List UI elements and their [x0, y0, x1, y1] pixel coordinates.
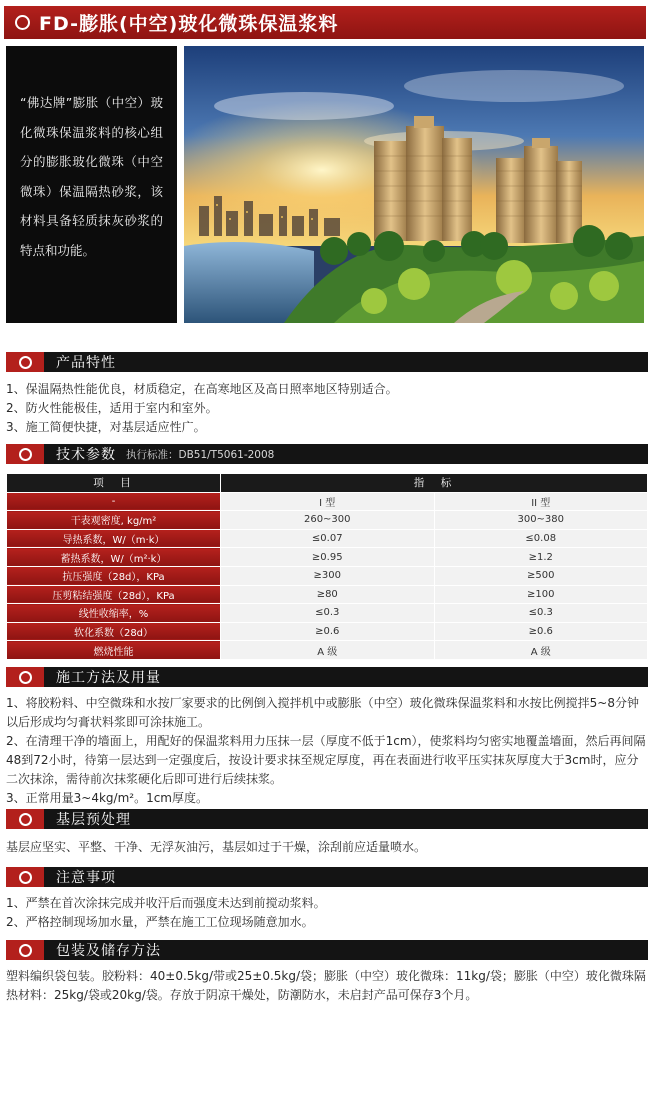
list-item: 2、在清理干净的墙面上，用配好的保温浆料用力压抹一层（厚度不低于1cm），使浆料均匀密实地覆盖墙面，然后再间隔48到72小时，待第一层达到一定强度后，按设计要求抹至规定厚度，再在表面进行收平压实抹灰厚度大于3cm时，应分二次抹涂，需待前次抹浆硬化后即可进行后续抹浆。 — [6, 734, 646, 786]
section-header-features — [6, 352, 648, 372]
hero-image — [184, 46, 644, 323]
section-header-base — [6, 809, 648, 829]
page-title: FD-膨胀(中空)玻化微珠保温浆料 — [39, 13, 339, 35]
table-cell: ≥1.2 — [434, 548, 648, 567]
section-tab — [6, 667, 44, 687]
base-text: 基层应坚实、平整、干净、无浮灰油污，基层如过于干燥，涂刮前应适量喷水。 — [6, 840, 427, 854]
list-item: 1、严禁在首次涂抹完成并收汗后而强度未达到前搅动浆料。 — [6, 896, 326, 910]
section-tab — [6, 940, 44, 960]
section-tab — [6, 444, 44, 464]
intro-text: “佛达牌”膨胀（中空）玻化微珠保温浆料的核心组分的膨胀玻化微珠（中空微珠）保温隔热砂浆，该材料具备轻质抹灰砂浆的特点和功能。 — [6, 46, 177, 323]
table-cell: ≥80 — [221, 585, 435, 604]
table-cell: ≥100 — [434, 585, 648, 604]
packing-text: 塑料编织袋包装。胶粉料：40±0.5kg/带或25±0.5kg/袋；膨胀（中空）玻化微珠：11kg/袋；膨胀（中空）玻化微珠隔热材料：25kg/袋或20kg/袋。存放于阴凉干燥处，防潮防水，未启封产品可保存3个月。 — [6, 969, 646, 1002]
section-title: 基层预处理 — [56, 812, 131, 828]
section-title: 包装及储存方法 — [56, 943, 161, 959]
table-cell: A 级 — [434, 641, 648, 660]
section-title: 产品特性 — [56, 355, 116, 371]
table-cell: 300~380 — [434, 511, 648, 530]
circle-icon — [19, 813, 32, 826]
circle-icon — [19, 671, 32, 684]
circle-icon — [19, 944, 32, 957]
city-skyline-illustration — [184, 46, 644, 323]
table-cell: 燃烧性能 — [7, 641, 221, 660]
table-row — [7, 566, 648, 585]
table-cell: 软化系数（28d） — [7, 622, 221, 641]
table-cell: II 型 — [434, 492, 648, 511]
section-title: 注意事项 — [56, 870, 116, 886]
list-item: 1、将胶粉料、中空微珠和水按厂家要求的比例倒入搅拌机中或膨胀（中空）玻化微珠保温浆料和水按比例搅拌5~8分钟以后形成均匀膏状料浆即可涂抹施工。 — [6, 696, 639, 729]
table-cell: 线性收缩率，% — [7, 604, 221, 623]
table-cell: ≥300 — [221, 566, 435, 585]
section-header-notes — [6, 867, 648, 887]
table-cell: 导热系数，W/（m·k） — [7, 529, 221, 548]
section-tab — [6, 352, 44, 372]
features-list — [6, 380, 646, 437]
list-item: 2、严格控制现场加水量，严禁在施工工位现场随意加水。 — [6, 915, 314, 929]
method-list — [6, 694, 646, 808]
section-header-tech — [6, 444, 648, 464]
table-cell: ≥0.95 — [221, 548, 435, 567]
table-cell: ≤0.07 — [221, 529, 435, 548]
notes-list — [6, 894, 646, 932]
table-row — [7, 622, 648, 641]
table-cell: 抗压强度（28d），KPa — [7, 566, 221, 585]
section-tab — [6, 809, 44, 829]
table-cell: I 型 — [221, 492, 435, 511]
table-cell: A 级 — [221, 641, 435, 660]
table-row — [7, 604, 648, 623]
table-cell: 压剪粘结强度（28d），KPa — [7, 585, 221, 604]
page-title-bar — [4, 6, 646, 39]
table-cell: ≤0.3 — [434, 604, 648, 623]
table-row — [7, 585, 648, 604]
circle-icon — [19, 871, 32, 884]
section-tab — [6, 867, 44, 887]
circle-icon — [19, 356, 32, 369]
table-cell: ≤0.08 — [434, 529, 648, 548]
column-header: 项 目 — [7, 474, 221, 493]
section-title: 施工方法及用量 — [56, 670, 161, 686]
spec-table — [6, 473, 648, 660]
table-row — [7, 529, 648, 548]
table-cell: ≥500 — [434, 566, 648, 585]
list-item: 3、施工简便快捷，对基层适应性广。 — [6, 420, 206, 434]
circle-icon — [19, 448, 32, 461]
standard-note: 执行标准：DB51/T5061-2008 — [126, 448, 275, 461]
section-title: 技术参数 — [56, 447, 116, 463]
list-item: 1、保温隔热性能优良，材质稳定，在高寒地区及高日照率地区特别适合。 — [6, 382, 398, 396]
table-row — [7, 511, 648, 530]
table-cell: - — [7, 492, 221, 511]
table-cell: 干表观密度, kg/m² — [7, 511, 221, 530]
table-cell: 260~300 — [221, 511, 435, 530]
table-header-row — [7, 474, 648, 493]
table-row — [7, 492, 648, 511]
table-row — [7, 548, 648, 567]
section-header-method — [6, 667, 648, 687]
table-cell: ≥0.6 — [221, 622, 435, 641]
table-row — [7, 641, 648, 660]
table-cell: ≥0.6 — [434, 622, 648, 641]
section-header-packing — [6, 940, 648, 960]
column-header: 指 标 — [221, 474, 648, 493]
circle-icon — [15, 15, 30, 30]
list-item: 3、正常用量3~4kg/m²。1cm厚度。 — [6, 791, 208, 805]
list-item: 2、防火性能极佳，适用于室内和室外。 — [6, 401, 218, 415]
table-cell: 蓄热系数，W/（m²·k） — [7, 548, 221, 567]
table-cell: ≤0.3 — [221, 604, 435, 623]
